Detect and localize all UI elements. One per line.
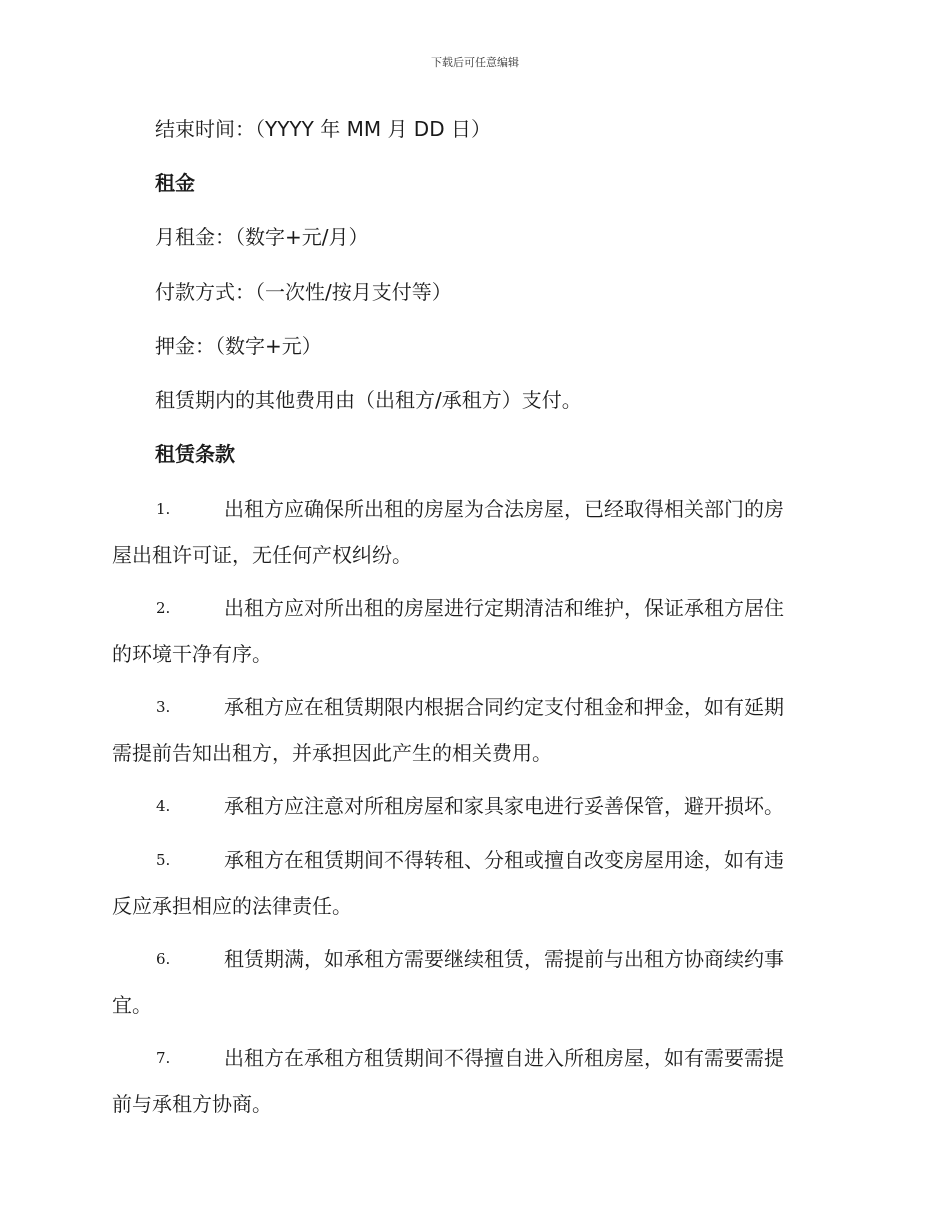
rent-heading: 租金 bbox=[155, 171, 195, 195]
term-first-line bbox=[112, 486, 832, 532]
monthly-rent-line: 月租金：（数字+元/月） bbox=[155, 225, 369, 249]
terms-heading: 租赁条款 bbox=[155, 442, 235, 466]
header-note: 下载后可任意编辑 bbox=[431, 56, 519, 69]
term-continuation: 的环境干净有序。 bbox=[112, 642, 272, 666]
end-time-line: 结束时间：（YYYY 年 MM 月 DD 日） bbox=[155, 117, 491, 141]
term-number: 3. bbox=[156, 698, 171, 716]
term-first-line bbox=[112, 1035, 832, 1081]
term-text: 出租方应确保所出租的房屋为合法房屋，已经取得相关部门的房 bbox=[224, 497, 784, 521]
term-text: 出租方在承租方租赁期间不得擅自进入所租房屋，如有需要需提 bbox=[224, 1046, 784, 1070]
term-item bbox=[112, 486, 832, 578]
term-text: 租赁期满，如承租方需要继续租赁，需提前与出租方协商续约事 bbox=[224, 947, 784, 971]
deposit-line: 押金：（数字+元） bbox=[155, 334, 322, 358]
term-first-line bbox=[112, 585, 832, 631]
term-first-line bbox=[112, 837, 832, 883]
term-item bbox=[112, 684, 832, 776]
term-item bbox=[112, 936, 832, 1028]
term-continuation: 需提前告知出租方，并承担因此产生的相关费用。 bbox=[112, 741, 552, 765]
term-continuation: 屋出租许可证，无任何产权纠纷。 bbox=[112, 543, 412, 567]
term-item bbox=[112, 1035, 832, 1127]
other-fees-line: 租赁期内的其他费用由（出租方/承租方）支付。 bbox=[155, 388, 582, 412]
term-number: 4. bbox=[156, 797, 171, 815]
term-text: 承租方应注意对所租房屋和家具家电进行妥善保管，避开损坏。 bbox=[224, 794, 784, 818]
term-number: 1. bbox=[156, 500, 171, 518]
term-item bbox=[112, 585, 832, 677]
term-continuation: 反应承担相应的法律责任。 bbox=[112, 894, 352, 918]
term-first-line bbox=[112, 936, 832, 982]
term-number: 2. bbox=[156, 599, 171, 617]
term-continuation: 前与承租方协商。 bbox=[112, 1092, 272, 1116]
term-number: 6. bbox=[156, 950, 171, 968]
term-text: 出租方应对所出租的房屋进行定期清洁和维护，保证承租方居住 bbox=[224, 596, 784, 620]
term-number: 5. bbox=[156, 851, 171, 869]
term-number: 7. bbox=[156, 1049, 171, 1067]
term-first-line bbox=[112, 783, 832, 829]
term-continuation: 宜。 bbox=[112, 993, 152, 1017]
payment-method-line: 付款方式：（一次性/按月支付等） bbox=[155, 280, 452, 304]
term-item bbox=[112, 783, 832, 829]
term-text: 承租方在租赁期间不得转租、分租或擅自改变房屋用途，如有违 bbox=[224, 848, 784, 872]
term-first-line bbox=[112, 684, 832, 730]
term-item bbox=[112, 837, 832, 929]
term-text: 承租方应在租赁期限内根据合同约定支付租金和押金，如有延期 bbox=[224, 695, 784, 719]
